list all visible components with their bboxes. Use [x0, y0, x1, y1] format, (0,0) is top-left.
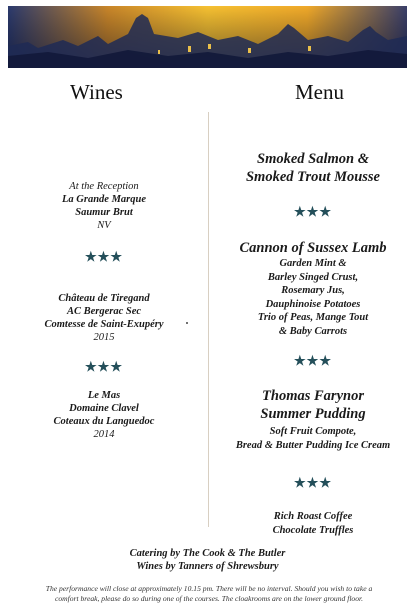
stars-divider: ★★★ — [85, 360, 123, 375]
dish-detail-line: Garden Mint & — [279, 258, 347, 269]
dish-detail-line: Barley Singed Crust, — [267, 271, 359, 283]
stars-divider: ★★★ — [294, 205, 332, 220]
credit-line: Catering by The Cook & The Butler — [129, 548, 286, 559]
course-4-details — [218, 510, 408, 537]
dish-detail-line: Dauphinoise Potatoes — [265, 298, 361, 310]
wine-line: Comtesse de Saint-Exupéry — [44, 319, 164, 330]
wine-line: Saumur Brut — [75, 207, 133, 218]
wine-reception — [14, 180, 194, 232]
course-1-title — [218, 150, 408, 186]
dish-detail-line: Soft Fruit Compote, — [269, 426, 357, 437]
dish-title-line: Smoked Trout Mousse — [245, 169, 380, 185]
dish-detail-line: Trio of Peas, Mange Tout — [257, 312, 369, 323]
dish-detail-line: Rich Roast Coffee — [273, 511, 353, 522]
stars-divider: ★★★ — [294, 476, 332, 491]
wine-line: Le Mas — [87, 390, 121, 401]
stars-divider: ★★★ — [294, 354, 332, 369]
dish-title-line: Cannon of Sussex Lamb — [239, 240, 387, 256]
wine-line: At the Reception — [69, 181, 139, 192]
dish-detail-line: & Baby Carrots — [278, 325, 348, 337]
wines-heading: Wines — [70, 80, 123, 104]
wine-line: La Grande Marque — [61, 194, 146, 205]
performance-notice — [14, 584, 404, 604]
credit-line: Wines by Tanners of Shrewsbury — [136, 561, 279, 572]
course-2-title — [218, 239, 408, 257]
dish-detail-line: Rosemary Jus, — [281, 285, 345, 296]
wine-line: Château de Tiregand — [58, 293, 150, 304]
header-banner-image — [8, 6, 407, 68]
dish-detail-line: Bread & Butter Pudding Ice Cream — [235, 439, 391, 451]
dish-title-line: Smoked Salmon & — [257, 151, 369, 167]
menu-heading: Menu — [295, 80, 344, 104]
notice-line: comfort break, please do so during one of the courses. The cloakrooms are on the lower ground floor. — [54, 594, 364, 603]
dish-title-line: Summer Pudding — [260, 406, 366, 422]
stars-divider: ★★★ — [85, 250, 123, 265]
notice-line: The performance will close at approximately 10.15 pm. There will be no interval. Should you wish to take a — [45, 584, 373, 593]
wine-line: 2014 — [93, 429, 115, 440]
catering-credits — [0, 547, 415, 573]
wine-line: 2015 — [93, 332, 115, 343]
course-3-details — [218, 425, 408, 452]
wine-line: NV — [97, 220, 111, 231]
course-2-details — [218, 257, 408, 338]
column-divider — [208, 112, 209, 527]
wine-line: AC Bergerac Sec — [66, 306, 142, 317]
wine-second — [14, 292, 194, 344]
course-3-title — [218, 387, 408, 423]
dish-detail-line: Chocolate Truffles — [272, 524, 354, 536]
wine-line: Domaine Clavel — [69, 403, 139, 414]
wine-line: Coteaux du Languedoc — [53, 416, 155, 427]
dish-title-line: Thomas Farynor — [262, 388, 364, 404]
wine-third — [14, 389, 194, 441]
